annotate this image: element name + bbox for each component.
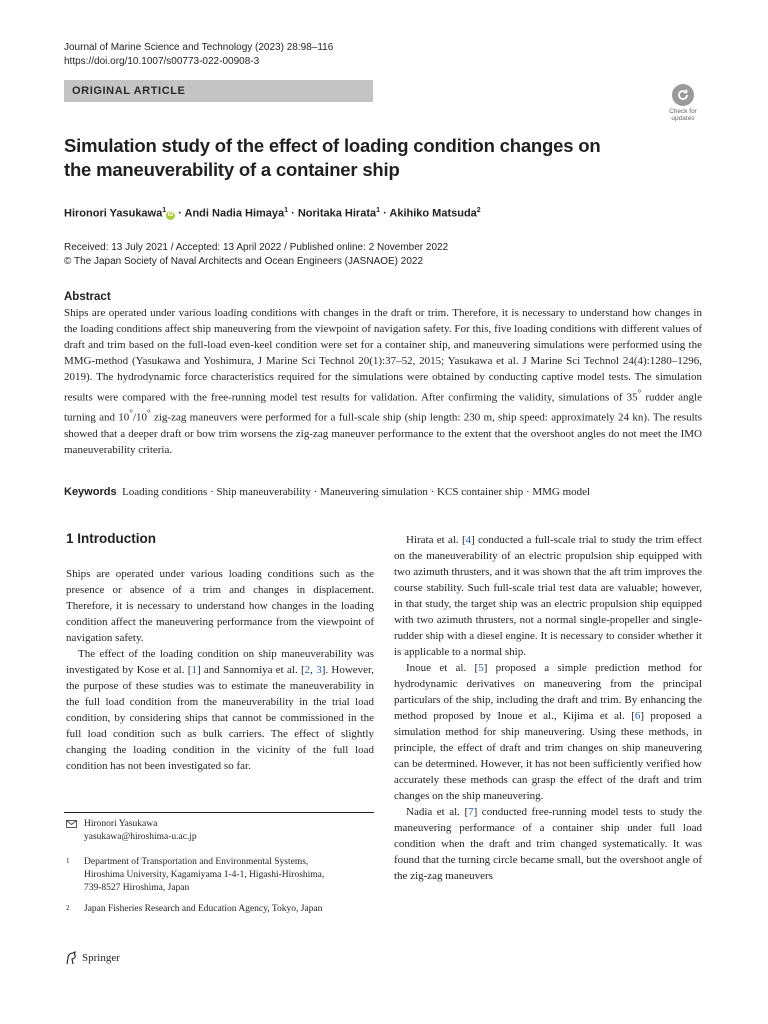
right-column bbox=[394, 532, 702, 884]
abstract-body bbox=[64, 306, 702, 458]
keywords bbox=[64, 485, 704, 500]
paper-title: Simulation study of the effect of loading condition changes on the maneuverability of a container ship bbox=[64, 135, 601, 180]
badge-label-1: Check for bbox=[669, 108, 697, 115]
affiliation-2: Japan Fisheries Research and Education Agency, Tokyo, Japan bbox=[84, 904, 323, 914]
keywords-label: Keywords bbox=[64, 486, 117, 498]
keywords-list: Loading conditions · Ship maneuverability · Maneuvering simulation · KCS container ship · MMG model bbox=[122, 486, 591, 498]
paragraph: Inoue et al. [5] proposed a simple prediction method for hydrodynamic derivatives on maneuvering from the principal particulars of the ship, including the draft and trim. By enhancing the method proposed by Inoue et al., Kijima et al. [6] proposed a simulation method for ship maneuvering. Using these methods, in principle, the effect of draft and trim changes on ship maneuvering can be determined. However, it has not been sufficiently verified how accurately these methods can grasp the effect of the draft and trim changes on the ship maneuvering. bbox=[394, 662, 702, 802]
citation-link[interactable]: 5 bbox=[478, 662, 484, 674]
doi-link[interactable]: https://doi.org/10.1007/s00773-022-00908-3 bbox=[64, 56, 260, 67]
orcid-icon[interactable]: iD bbox=[167, 211, 174, 218]
citation-link[interactable]: 7 bbox=[468, 806, 474, 818]
author-name[interactable]: Akihiko Matsuda bbox=[389, 207, 477, 220]
degree-symbol: ° bbox=[129, 408, 133, 419]
citation-link[interactable]: 4 bbox=[465, 534, 472, 546]
left-column bbox=[66, 566, 374, 774]
citation-link[interactable]: 2 bbox=[304, 664, 311, 676]
author-list: Hironori Yasukawa$^1$iD · Andi Nadia Himaya$^1$ · Noritaka Hirata$^1$ · Akihiko Matsuda$^2$ bbox=[64, 207, 481, 220]
author-name[interactable]: Hironori Yasukawa bbox=[64, 207, 163, 220]
affiliation-1: Department of Transportation and Environmental Systems, Hiroshima University, Kagamiyama 1-4-1, Higashi-Hiroshima, 739-8527 Hiroshima, Japan bbox=[84, 857, 325, 893]
corresponding-author bbox=[84, 818, 374, 844]
abstract-text: /10 bbox=[132, 411, 148, 424]
affiliation-mark: 1 bbox=[284, 207, 289, 214]
affiliation-mark: 2 bbox=[476, 207, 481, 214]
badge-label-2: updates bbox=[671, 115, 695, 122]
publisher-name: Springer bbox=[82, 952, 120, 964]
journal-header bbox=[64, 41, 333, 69]
paragraph: The effect of the loading condition on ship maneuverability was investigated by Kose et al. [1] and Sannomiya et al. [2, 3]. However, the purpose of these studies was to estimate the maneuverability in the full load condition from the maneuverability in the trial load condition, by considering ships that cannot be commissioned in the full load condition such as bulk carriers. The effect of slightly changing the loading condition in the vicinity of the full load condition has not been investigated so far. bbox=[66, 648, 375, 772]
citation-link[interactable]: 3 bbox=[316, 664, 322, 676]
corresponding-name: Hironori Yasukawa bbox=[84, 819, 158, 829]
history-dates: Received: 13 July 2021 / Accepted: 13 April 2022 / Published online: 2 November 2022 bbox=[64, 242, 449, 253]
paragraph: Nadia et al. [7] conducted free-running model tests to study the maneuvering performance of a container ship under full load condition when the draft and trim changed systematically. It was found that the turning circle became small, but the overshoot angle of the zig-zag maneuvers bbox=[394, 806, 702, 882]
degree-symbol: ° bbox=[637, 387, 642, 398]
affiliation-mark: 1 bbox=[162, 207, 167, 214]
check-for-updates-badge[interactable] bbox=[664, 84, 702, 124]
journal-citation: Journal of Marine Science and Technology (2023) 28:98–116 bbox=[64, 42, 334, 53]
springer-horse-icon bbox=[64, 951, 78, 965]
citation-link[interactable]: 1 bbox=[191, 664, 197, 676]
publication-dates bbox=[64, 241, 704, 269]
corresponding-email[interactable]: yasukawa@hiroshima-u.ac.jp bbox=[84, 832, 197, 842]
refresh-icon bbox=[672, 84, 694, 106]
section-heading: 1 Introduction bbox=[66, 531, 156, 546]
affiliation-mark: 1 bbox=[376, 207, 381, 214]
citation-link[interactable]: 6 bbox=[634, 710, 641, 722]
article-type-banner: ORIGINAL ARTICLE bbox=[64, 80, 373, 102]
paragraph: Hirata et al. [4] conducted a full-scale trial to study the trim effect on the maneuverability of an electric propulsion ship equipped with two azimuth thrusters, and it was shown that the aft trim improves the course stability. Such full-scale trial test data are valuable; however, in that study, the target ship was an electric propulsion ship equipped with two azimuth thrusters, not a normal single-propeller and single-rudder ship with a diesel engine. It is necessary to consider whether it is applicable to a normal ship. bbox=[394, 534, 702, 658]
affiliation-number: 2 bbox=[66, 904, 70, 912]
abstract-text: Ships are operated under various loading conditions with changes in the draft or trim. Therefore, it is necessary to understand how changes in the loading conditions affect ship maneuvering from the viewpoint of navigation safety. For this, five loading conditions with different values of draft and trim based on the full-load even-keel condition were set for a container ship, and maneuvering simulations were performed using the MMG-method (Yasukawa and Yoshimura, J Marine Sci Technol 20(1):37–52, 2015; Yasukawa et al. J Marine Sci Technol 24(4):1280–1296, 2019). The hydrodynamic force characteristics required for the simulations were obtained by conducting captive model tests. The simulation results were compared with the free-running model test results for validation. After confirming the validity, simulations of 35 bbox=[64, 307, 702, 404]
abstract-text: zig-zag maneuvers were performed for a full-scale ship (ship length: 230 m, ship speed: approximately 24 kn). The results showed that a deeper draft or bow trim worsens the zig-zag maneuver performance to the extent that the overshoot angles do not meet the IMO maneuverability criteria. bbox=[64, 411, 702, 456]
author-name[interactable]: Noritaka Hirata bbox=[297, 207, 377, 220]
abstract-heading: Abstract bbox=[64, 291, 111, 303]
envelope-icon bbox=[66, 819, 77, 832]
abstract-text: rudder angle turning and 10 bbox=[64, 391, 702, 424]
publisher-logo bbox=[64, 951, 120, 965]
degree-symbol: ° bbox=[147, 408, 151, 419]
footnote-divider bbox=[64, 812, 374, 813]
affiliation-number: 1 bbox=[66, 857, 70, 865]
copyright-line: © The Japan Society of Naval Architects and Ocean Engineers (JASNAOE) 2022 bbox=[64, 256, 424, 267]
author-name[interactable]: Andi Nadia Himaya bbox=[184, 207, 285, 220]
paragraph: Ships are operated under various loading conditions such as the presence or absence of a trim and changes in displacement. Therefore, it is necessary to understand how changes in the loading condition affect the maneuvering performance from the viewpoint of navigation safety. bbox=[66, 568, 374, 644]
